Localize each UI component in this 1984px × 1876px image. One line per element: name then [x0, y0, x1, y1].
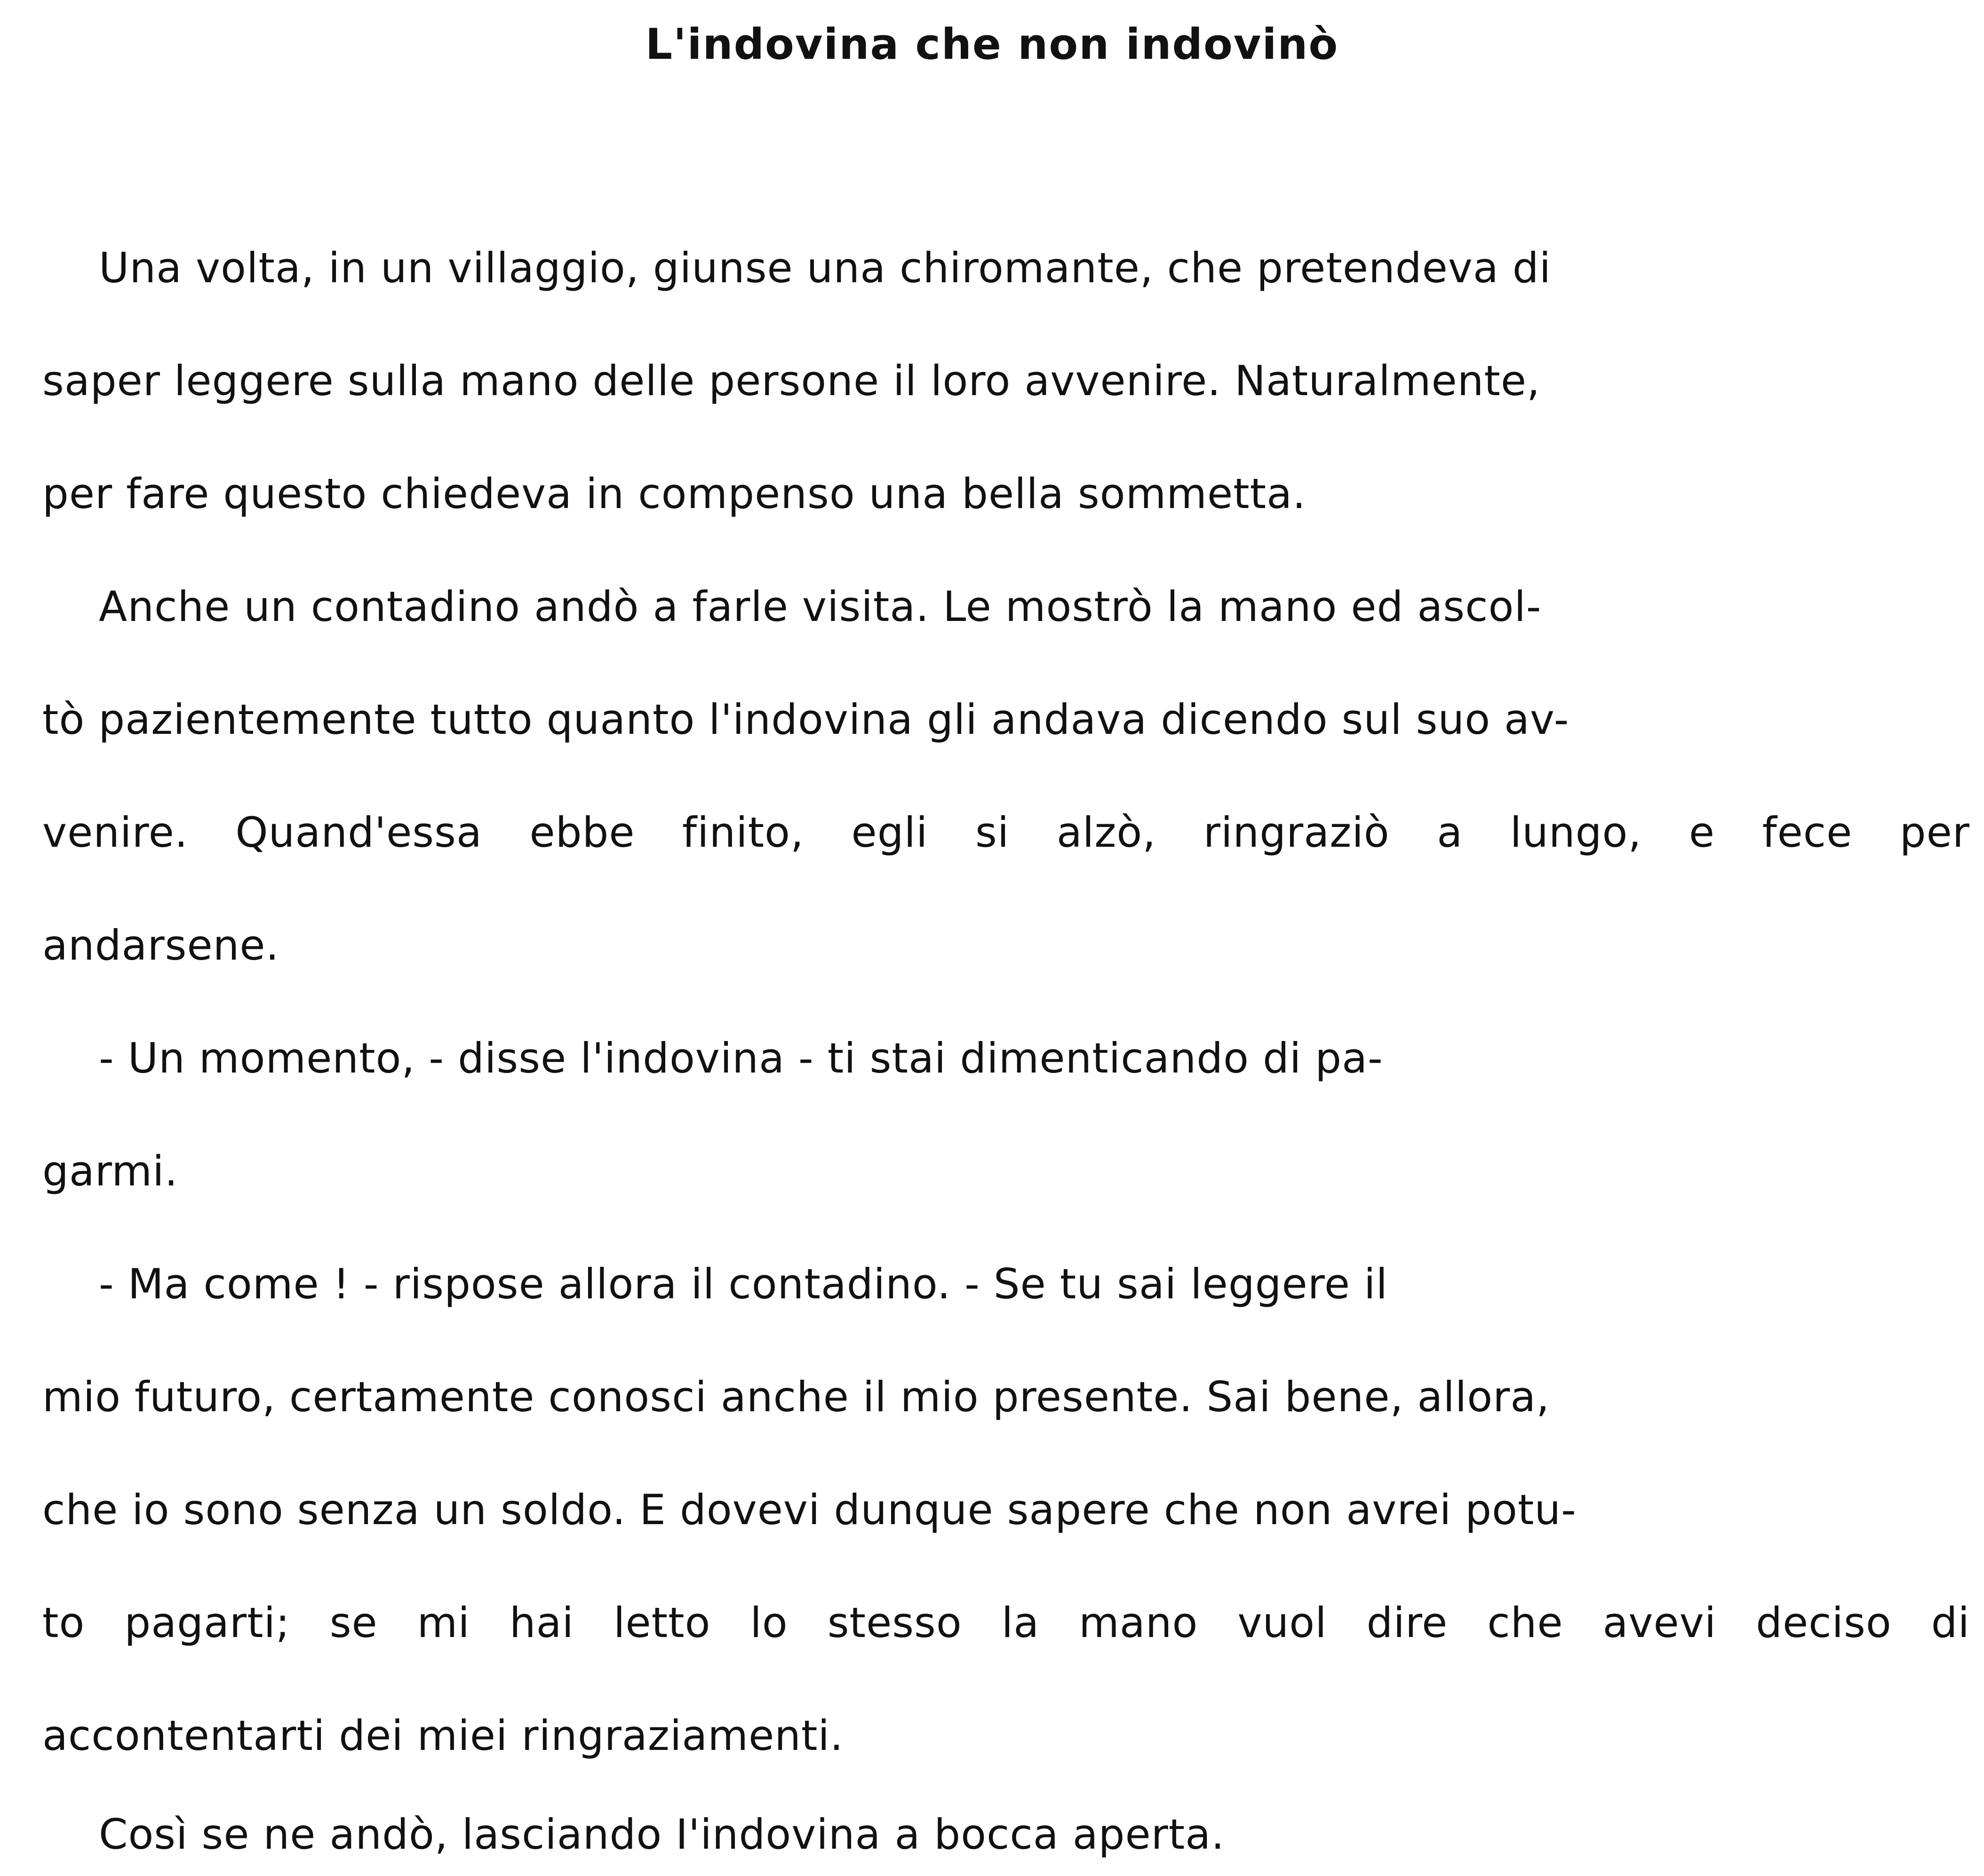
text-line: venire. Quand'essa ebbe finito, egli si alzò, ringraziò a lungo, e fece per [42, 808, 1970, 857]
text-line: Anche un contadino andò a farle visita. Le mostrò la mano ed ascol- [99, 582, 1542, 631]
document-title: L'indovina che non indovinò [645, 20, 1339, 69]
text-line: tò pazientemente tutto quanto l'indovina gli andava dicendo sul suo av- [42, 695, 1570, 744]
text-line: mio futuro, certamente conosci anche il mio presente. Sai bene, allora, [42, 1373, 1550, 1421]
text-line: andarsene. [42, 921, 279, 970]
text-line: to pagarti; se mi hai letto lo stesso la mano vuol dire che avevi deciso di [42, 1598, 1970, 1647]
text-line: - Ma come ! - rispose allora il contadino. - Se tu sai leggere il [99, 1260, 1388, 1308]
text-line: garmi. [42, 1147, 178, 1195]
text-line: - Un momento, - disse l'indovina - ti stai dimenticando di pa- [99, 1034, 1383, 1082]
text-line: accontentarti dei miei ringraziamenti. [42, 1711, 844, 1760]
text-line: per fare questo chiedeva in compenso una bella sommetta. [42, 469, 1307, 518]
text-line: saper leggere sulla mano delle persone il loro avvenire. Naturalmente, [42, 357, 1540, 405]
text-line: che io sono senza un soldo. E dovevi dunque sapere che non avrei potu- [42, 1486, 1577, 1534]
text-line: Una volta, in un villaggio, giunse una chiromante, che pretendeva di [99, 244, 1552, 292]
text-line: Così se ne andò, lasciando I'indovina a bocca aperta. [99, 1810, 1225, 1859]
